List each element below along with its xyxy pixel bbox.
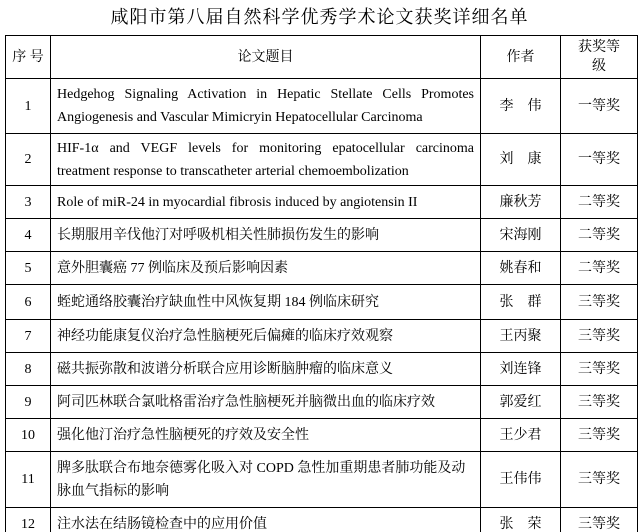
table-row (6, 219, 638, 252)
cell-paper-title: HIF-1α and VEGF levels for monitoring epatocellular carcinoma treatment response to transcatheter arterial chemoembolization (51, 134, 481, 186)
cell-paper-title: 强化他汀治疗急性脑梗死的疗效及安全性 (51, 419, 481, 452)
cell-index: 5 (6, 252, 51, 285)
table-row (6, 79, 638, 134)
col-header-index: 序 号 (6, 36, 51, 79)
cell-award: 三等奖 (561, 285, 638, 320)
cell-index: 6 (6, 285, 51, 320)
cell-paper-title: 意外胆囊癌 77 例临床及预后影响因素 (51, 252, 481, 285)
col-header-award (561, 36, 638, 79)
cell-award: 三等奖 (561, 353, 638, 386)
cell-award: 三等奖 (561, 419, 638, 452)
cell-author: 王少君 (481, 419, 561, 452)
cell-author: 李 伟 (481, 79, 561, 134)
cell-paper-title: 蛭蛇通络胶囊治疗缺血性中风恢复期 184 例临床研究 (51, 285, 481, 320)
page-title: 咸阳市第八届自然科学优秀学术论文获奖详细名单 (110, 7, 529, 27)
cell-paper-title: 阿司匹林联合氯吡格雷治疗急性脑梗死并脑微出血的临床疗效 (51, 386, 481, 419)
cell-award: 三等奖 (561, 386, 638, 419)
cell-award: 三等奖 (561, 508, 638, 532)
cell-index: 12 (6, 508, 51, 532)
cell-award: 一等奖 (561, 79, 638, 134)
col-header-paper-title: 论文题目 (51, 36, 481, 79)
table-row (6, 419, 638, 452)
cell-index: 2 (6, 134, 51, 186)
cell-award: 二等奖 (561, 186, 638, 219)
cell-index: 8 (6, 353, 51, 386)
cell-author: 王伟伟 (481, 452, 561, 508)
cell-paper-title: 神经功能康复仪治疗急性脑梗死后偏瘫的临床疗效观察 (51, 320, 481, 353)
cell-index: 7 (6, 320, 51, 353)
cell-paper-title: Role of miR-24 in myocardial fibrosis induced by angiotensin II (51, 186, 481, 219)
table-row (6, 386, 638, 419)
cell-author: 张 荣 (481, 508, 561, 532)
cell-index: 4 (6, 219, 51, 252)
table-row (6, 252, 638, 285)
table-row (6, 452, 638, 508)
cell-paper-title: 磁共振弥散和波谱分析联合应用诊断脑肿瘤的临床意义 (51, 353, 481, 386)
table-row (6, 353, 638, 386)
cell-paper-title: Hedgehog Signaling Activation in Hepatic Stellate Cells Promotes Angiogenesis and Vascular Mimicryin Hepatocellular Carcinoma (51, 79, 481, 134)
cell-index: 3 (6, 186, 51, 219)
cell-paper-title: 注水法在结肠镜检查中的应用价值 (51, 508, 481, 532)
table-row (6, 508, 638, 532)
cell-index: 10 (6, 419, 51, 452)
cell-index: 1 (6, 79, 51, 134)
cell-paper-title: 长期服用辛伐他汀对呼吸机相关性肺损伤发生的影响 (51, 219, 481, 252)
cell-author: 姚春和 (481, 252, 561, 285)
table-row (6, 320, 638, 353)
table-header-row (6, 36, 638, 79)
cell-author: 刘 康 (481, 134, 561, 186)
table-row (6, 285, 638, 320)
awards-table (5, 35, 638, 532)
awards-table-body (6, 79, 638, 532)
cell-author: 王丙聚 (481, 320, 561, 353)
col-header-author: 作者 (481, 36, 561, 79)
table-row (6, 186, 638, 219)
cell-paper-title: 脾多肽联合布地奈德雾化吸入对 COPD 急性加重期患者肺功能及动脉血气指标的影响 (51, 452, 481, 508)
cell-award: 三等奖 (561, 452, 638, 508)
cell-award: 二等奖 (561, 219, 638, 252)
cell-author: 郭爱红 (481, 386, 561, 419)
cell-index: 9 (6, 386, 51, 419)
cell-index: 11 (6, 452, 51, 508)
cell-author: 刘连锋 (481, 353, 561, 386)
table-row (6, 134, 638, 186)
cell-author: 宋海刚 (481, 219, 561, 252)
cell-author: 张 群 (481, 285, 561, 320)
cell-award: 三等奖 (561, 320, 638, 353)
cell-award: 一等奖 (561, 134, 638, 186)
cell-award: 二等奖 (561, 252, 638, 285)
awards-table-head (6, 36, 638, 79)
cell-author: 廉秋芳 (481, 186, 561, 219)
col-header-award-label: 获奖等级 (578, 40, 620, 74)
